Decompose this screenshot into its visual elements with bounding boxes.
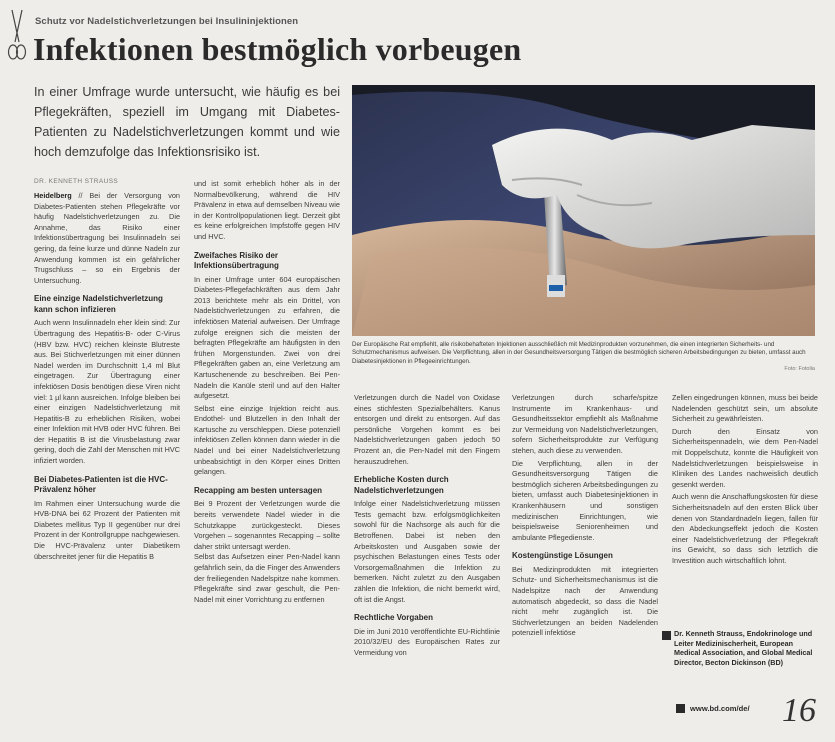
insulin-injection-photo xyxy=(352,85,815,336)
paragraph: Heidelberg // Bei der Versorgung von Diabetes-Patienten stehen Pflegekräfte vor häufig Nadelstichverletzungen zu. Die Annahme, das Risiko einer Infektionsübertragung bei Insulinnadeln sei gering, da feine kurze und dünne Nadeln zur Anwendung kommen ist ein gefährlicher Trugschluss – so ein Ergebnis der Untersuchung. xyxy=(34,191,180,285)
website-link[interactable]: www.bd.com/de/ xyxy=(690,704,750,713)
paragraph: Selbst eine einzige Injektion reicht aus. Endothel- und Blutzellen in den Inhalt der Kartusche zu verschleppen. Diese potenziell infektiösen Zellen können dann wieder in die Nadel und bei einer Nadelstichverletzung unbeabsichtigt in den Körper eines Dritten gelangen. xyxy=(194,403,340,477)
text-column-3 xyxy=(354,393,500,739)
paragraph: Bei Medizinprodukten mit integrierten Schutz- und Sicherheitsmechanismus ist die Nadelspitze nach der Anwendung automatisch abgedeckt, so dass die Nadel nicht mehr zugänglich ist. Die Stichverletzungen an beiden Nadelenden potenziell infektiöse xyxy=(512,564,658,638)
author-byline: DR. KENNETH STRAUSS xyxy=(34,178,119,185)
paragraph: Verletzungen durch die Nadel von Oxidase eines stichfesten Spezialbehälters. Kanus entsorgen und direkt zu entsorgen. Auf das persönliche Vorgehen kommt es bei Nadelstichverletzungen gaben jedoch 50 Prozent an, die Pen-Nadel mit den Fingern herauszudrehen. xyxy=(354,393,500,466)
paragraph: Verletzungen durch scharfe/spitze Instrumente im Krankenhaus- und Gesundheitssektor empfiehlt als Maßnahme zur Vermeidung von Nadelstichverletzungen, sofern Sicherheitsprodukte zur Verfügung stehen, auch diese zu verwenden. xyxy=(512,393,658,455)
article-kicker: Schutz vor Nadelstichverletzungen bei Insulininjektionen xyxy=(35,16,299,27)
paragraph: Durch den Einsatz von Sicherheitspennadeln, wie dem Pen-Nadel mit Doppelschutz, konnte die Häufigkeit von Nadelstichverletzungen beispielsweise in Kliniken des Landes nachweislich deutlich gesenkt werden. xyxy=(672,426,818,489)
article-photo xyxy=(352,85,815,336)
subheading: Kostengünstige Lösungen xyxy=(512,551,613,561)
paragraph: Auch wenn die Anschaffungskosten für diese Sicherheitsnadeln auf den ersten Blick über denen von Standardnadeln liegen, fallen für den Abdeckungseffekt jedoch die Kosten einer Nadelstichverletzung der Pflegekraft ins Gewicht, so dass sich letztlich die Investition auch wirtschaftlich lohnt. xyxy=(672,492,818,565)
paragraph: In einer Umfrage unter 604 europäischen Diabetes-Pflegefachkräften aus dem Jahr 2013 berichtete mehr als ein Drittel, von Nadelstichverletzungen zu erfahren, die infektiösen Material aufweisen. Der Umfrage zufolge ereignen sich die meisten der befragten Pflegekräfte am häufigsten in den frühen Morgenstunden. Zwei von drei Pflegekräften gaben an, eine Verletzung am Kartuschenende zu beschreiben. Bei Pen-Nadeln die Kanüle steril und auf den Halter aufgesetzt. xyxy=(194,274,340,401)
subheading: Erhebliche Kosten durch Nadelstichverletzungen xyxy=(354,475,449,495)
paragraph: Infolge einer Nadelstichverletzung müssen Tests gemacht bzw. erfolgsmöglichkeiten sowohl für die Nachsorge als auch für die Betroffenen. Dabei ist neben den Arbeitskosten und Ausgaben sowie der psychischen Belastungen eines Tests oder Vorsorgemaßnahmen die Infektion zu bemerken. Nicht zuletzt zu den Ausgaben zählen die Infektion, die nicht bemerkt wird, oft ist die Angst. xyxy=(354,499,500,604)
subheading: Bei Diabetes-Patienten ist die HVC-Prävalenz höher xyxy=(34,474,168,495)
paragraph: Die im Juni 2010 veröffentlichte EU-Richtlinie 2010/32/EU des Europäischen Rates zur Vermeidung von xyxy=(354,626,500,657)
paragraph: Auch wenn Insulinnadeln eher klein sind: Zur Übertragung des Hepatitis-B- oder C-Virus (HBV bzw. HVC) reichen kleinste Blutreste aus. Bei Stichverletzungen mit einer dünnen Nadel werden im Durchschnitt 1,4 ml Blut eingetragen. Zur Übertragung einer infektiösen Dosis benötigen diese Viren nicht viel: 1 µl kann ausreichen. Infolge bleiben bei einer einzigen Nadelstichverletzung mit Hepatitis-B zu erheblichen Risiken, wobei einer Infektion mit HVB oder HVC führen. Bei der Hepatitis B ist die Virusbelastung zwar gering, doch die Zahl der Menschen mit HVC infiziert worden. xyxy=(34,318,180,466)
subheading: Recapping am besten untersagen xyxy=(194,485,323,495)
article-title: Infektionen bestmöglich vorbeugen xyxy=(33,31,522,67)
text-column-4 xyxy=(512,393,658,739)
subheading: Zweifaches Risiko der Infektionsübertragung xyxy=(194,250,279,271)
subheading: Eine einzige Nadelstichverletzung kann schon infizieren xyxy=(34,294,163,314)
paragraph: Im Rahmen einer Untersuchung wurde die HVB-DNA bei 62 Prozent der Patienten mit Diabetes mellitus Typ II gegenüber nur drei Prozent in der Kontrollgruppe nachgewiesen. Die HVC-Prävalenz unter Diabetikern überschreitet jener für die Hepatitis B xyxy=(34,498,180,561)
dateline: Heidelberg xyxy=(34,191,72,200)
paragraph: Die Verpflichtung, allen in der Gesundheitsversorgung Tätigen die bestmöglich sicheren Arbeitsbedingungen zu bieten, umfasst auch Diabetesinjektionen in Krankenhäusern und sonstigen medizinischen Einrichtungen, wie beispielsweise Seniorenheimen und ambulante Pflegedienste. xyxy=(512,458,658,542)
page-number: 16 xyxy=(782,692,816,729)
photo-credit: Foto: Fotolia xyxy=(784,366,815,372)
bio-marker-icon xyxy=(662,631,671,640)
link-marker-icon xyxy=(676,704,685,713)
paragraph: und ist somit erheblich höher als in der Normalbevölkerung, während die HIV Prävalenz in etwa auf demselben Niveau wie in der Kontrollpopulationen liegt. Derzeit gibt es keine erfolgreichen Impfstoffe gegen HIV und HVC. xyxy=(194,179,340,241)
article-intro: In einer Umfrage wurde untersucht, wie häufig es bei Pflegekräften, speziell im Umgang mit Diabetes-Patienten zu Nadelstichverletzungen kommt und wie hoch demzufolge das Infektionsrisiko ist. xyxy=(34,85,340,159)
photo-caption: Der Europäische Rat empfiehlt, alle risikobehafteten Injektionen ausschließlich mit Medizinprodukten vorzunehmen, die einen integrierten Sicherheits- und Schutzmechanismus aufweisen. Die Verpflichtung, allen in der Gesundheitsversorgung Tätigen die bestmöglich sicheren Arbeitsbedingungen zu bieten, umfasst auch Diabetesinjektionen in Pflegeeinrichtungen. xyxy=(352,341,806,365)
text-column-1 xyxy=(34,191,180,739)
text-column-2 xyxy=(194,179,340,739)
paragraph: Zellen eingedrungen können, muss bei beide Nadelenden geschützt sein, um absolute Sicherheit zu gewährleisten. xyxy=(672,393,818,424)
paragraph: Bei 9 Prozent der Verletzungen wurde die bereits verwendete Nadel wieder in die Schutzkappe zurückgesteckt. Dieses Vorgehen – sogenanntes Recapping – sollte daher strikt untersagt werden. Selbst das Aufsetzen einer Pen-Nadel kann gefährlich sein, da die Finger des Anwenders der freiliegenden Nadelspitze nahe kommen. Pflegekräfte sind zwar geschult, die Pen-Nadel mit einer Vorrichtung zu entfernen xyxy=(194,499,340,604)
subheading: Rechtliche Vorgaben xyxy=(354,613,433,623)
author-bio: Dr. Kenneth Strauss, Endokrinologe und Leiter Medizinischerheit, European Medical Association, and Global Medical Director, Becton Dickinson (BD) xyxy=(674,629,813,667)
text-column-5 xyxy=(672,393,818,621)
scissors-icon xyxy=(6,8,28,62)
